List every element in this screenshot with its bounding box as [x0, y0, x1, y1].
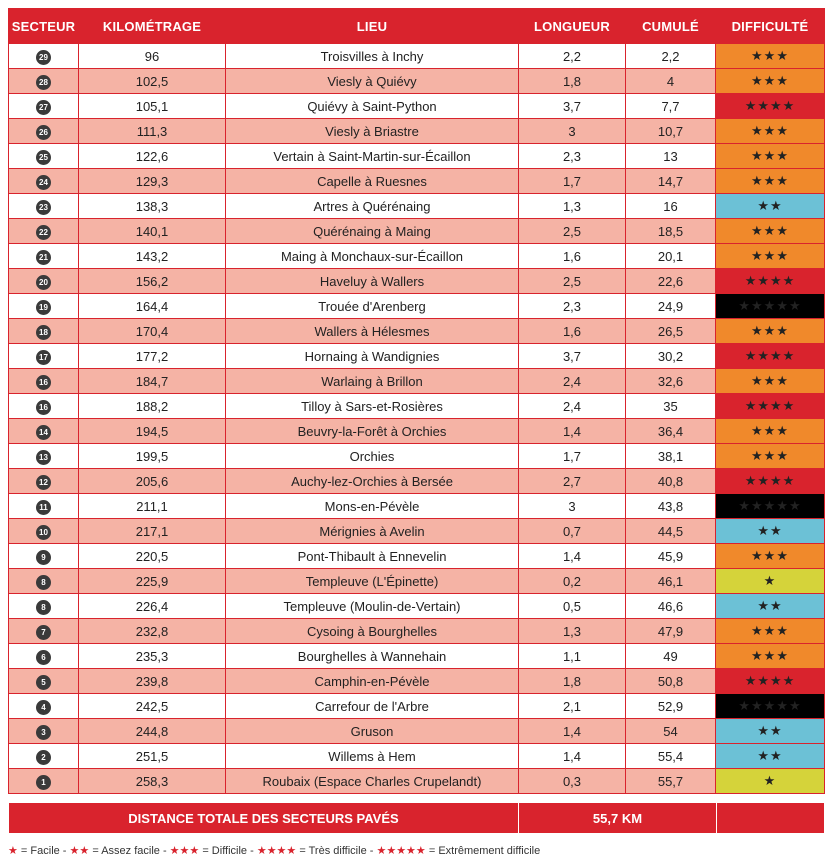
longueur-cell: 1,6: [519, 319, 626, 344]
cumule-cell: 46,1: [626, 569, 716, 594]
lieu-cell: Bourghelles à Wannehain: [226, 644, 519, 669]
sector-number-cell: [9, 294, 79, 319]
difficulty-stars: ★★★: [716, 544, 825, 569]
lieu-cell: Willems à Hem: [226, 744, 519, 769]
legend-text: = Difficile -: [199, 845, 257, 857]
table-row: [9, 594, 825, 619]
kilometrage-cell: 251,5: [79, 744, 226, 769]
longueur-cell: 1,1: [519, 644, 626, 669]
kilometrage-cell: 170,4: [79, 319, 226, 344]
table-row: [9, 744, 825, 769]
sector-number-cell: [9, 644, 79, 669]
legend-text: = Extrêmement difficile: [425, 845, 541, 857]
table-row: [9, 219, 825, 244]
table-row: [9, 569, 825, 594]
sector-number-badge: 29: [36, 50, 51, 65]
sector-number-badge: 26: [36, 125, 51, 140]
sector-number-cell: [9, 269, 79, 294]
longueur-cell: 2,3: [519, 144, 626, 169]
lieu-cell: Cysoing à Bourghelles: [226, 619, 519, 644]
lieu-cell: Quérénaing à Maing: [226, 219, 519, 244]
sector-number-cell: [9, 219, 79, 244]
table-row: [9, 419, 825, 444]
cumule-cell: 40,8: [626, 469, 716, 494]
table-row: [9, 544, 825, 569]
longueur-cell: 1,4: [519, 719, 626, 744]
difficulty-stars: ★★★: [716, 244, 825, 269]
header-difficulte: DIFFICULTÉ: [716, 9, 825, 44]
longueur-cell: 1,3: [519, 194, 626, 219]
kilometrage-cell: 232,8: [79, 619, 226, 644]
table-row: [9, 644, 825, 669]
lieu-cell: Camphin-en-Pévèle: [226, 669, 519, 694]
sectors-document: [8, 8, 824, 857]
difficulty-stars: ★★★: [716, 369, 825, 394]
cumule-cell: 26,5: [626, 319, 716, 344]
kilometrage-cell: 235,3: [79, 644, 226, 669]
longueur-cell: 2,2: [519, 44, 626, 69]
sector-number-cell: [9, 394, 79, 419]
longueur-cell: 2,5: [519, 219, 626, 244]
lieu-cell: Wallers à Hélesmes: [226, 319, 519, 344]
longueur-cell: 0,3: [519, 769, 626, 794]
sector-number-badge: 21: [36, 250, 51, 265]
longueur-cell: 1,7: [519, 444, 626, 469]
lieu-cell: Mérignies à Avelin: [226, 519, 519, 544]
cumule-cell: 32,6: [626, 369, 716, 394]
sector-number-cell: [9, 544, 79, 569]
kilometrage-cell: 129,3: [79, 169, 226, 194]
longueur-cell: 1,4: [519, 744, 626, 769]
sector-number-cell: [9, 44, 79, 69]
cumule-cell: 36,4: [626, 419, 716, 444]
legend-stars: ★★★★: [256, 845, 297, 857]
kilometrage-cell: 199,5: [79, 444, 226, 469]
kilometrage-cell: 138,3: [79, 194, 226, 219]
kilometrage-cell: 242,5: [79, 694, 226, 719]
longueur-cell: 1,3: [519, 619, 626, 644]
cumule-cell: 55,7: [626, 769, 716, 794]
longueur-cell: 1,4: [519, 544, 626, 569]
lieu-cell: Troisvilles à Inchy: [226, 44, 519, 69]
longueur-cell: 3: [519, 494, 626, 519]
sector-number-badge: 8: [36, 575, 51, 590]
kilometrage-cell: 111,3: [79, 119, 226, 144]
sector-number-cell: [9, 94, 79, 119]
cumule-cell: 55,4: [626, 744, 716, 769]
sector-number-badge: 22: [36, 225, 51, 240]
cumule-cell: 54: [626, 719, 716, 744]
kilometrage-cell: 164,4: [79, 294, 226, 319]
sector-number-cell: [9, 619, 79, 644]
table-row: [9, 694, 825, 719]
sector-number-cell: [9, 369, 79, 394]
kilometrage-cell: 122,6: [79, 144, 226, 169]
sector-number-badge: 7: [36, 625, 51, 640]
difficulty-stars: ★★★★: [716, 94, 825, 119]
lieu-cell: Quiévy à Saint-Python: [226, 94, 519, 119]
legend-text: = Facile -: [17, 845, 70, 857]
header-longueur: LONGUEUR: [519, 9, 626, 44]
longueur-cell: 2,4: [519, 394, 626, 419]
sector-number-badge: 11: [36, 500, 51, 515]
difficulty-stars: ★★★★: [716, 669, 825, 694]
difficulty-stars: ★★★: [716, 319, 825, 344]
sector-number-cell: [9, 594, 79, 619]
sector-number-badge: 23: [36, 200, 51, 215]
table-row: [9, 619, 825, 644]
kilometrage-cell: 105,1: [79, 94, 226, 119]
sector-number-badge: 13: [36, 450, 51, 465]
sector-number-badge: 9: [36, 550, 51, 565]
legend-text: = Très difficile -: [296, 845, 377, 857]
legend-stars: ★★★★★: [376, 845, 426, 857]
sector-number-badge: 20: [36, 275, 51, 290]
longueur-cell: 3,7: [519, 94, 626, 119]
difficulty-stars: ★★★: [716, 144, 825, 169]
sector-number-badge: 28: [36, 75, 51, 90]
difficulty-stars: ★★: [716, 519, 825, 544]
cumule-cell: 13: [626, 144, 716, 169]
difficulty-stars: ★: [716, 769, 825, 794]
lieu-cell: Viesly à Briastre: [226, 119, 519, 144]
total-row: [9, 803, 825, 834]
kilometrage-cell: 258,3: [79, 769, 226, 794]
table-row: [9, 144, 825, 169]
cumule-cell: 20,1: [626, 244, 716, 269]
longueur-cell: 2,3: [519, 294, 626, 319]
cumule-cell: 52,9: [626, 694, 716, 719]
longueur-cell: 1,8: [519, 69, 626, 94]
sector-number-cell: [9, 744, 79, 769]
cumule-cell: 38,1: [626, 444, 716, 469]
sector-number-badge: 18: [36, 325, 51, 340]
sector-number-badge: 10: [36, 525, 51, 540]
lieu-cell: Mons-en-Pévèle: [226, 494, 519, 519]
difficulty-stars: ★★★★★: [716, 694, 825, 719]
difficulty-stars: ★★★★: [716, 344, 825, 369]
legend: [8, 844, 824, 857]
table-row: [9, 194, 825, 219]
table-row: [9, 169, 825, 194]
lieu-cell: Trouée d'Arenberg: [226, 294, 519, 319]
difficulty-stars: ★★★: [716, 644, 825, 669]
table-body: [9, 44, 825, 794]
kilometrage-cell: 184,7: [79, 369, 226, 394]
difficulty-stars: ★★★★: [716, 394, 825, 419]
longueur-cell: 1,6: [519, 244, 626, 269]
table-row: [9, 344, 825, 369]
difficulty-stars: ★: [716, 569, 825, 594]
cumule-cell: 2,2: [626, 44, 716, 69]
legend-stars: ★★: [69, 845, 90, 857]
cumule-cell: 24,9: [626, 294, 716, 319]
legend-stars: ★★★: [169, 845, 200, 857]
sector-number-cell: [9, 169, 79, 194]
kilometrage-cell: 188,2: [79, 394, 226, 419]
longueur-cell: 0,2: [519, 569, 626, 594]
table-row: [9, 444, 825, 469]
longueur-cell: 2,1: [519, 694, 626, 719]
lieu-cell: Viesly à Quiévy: [226, 69, 519, 94]
difficulty-stars: ★★★: [716, 219, 825, 244]
lieu-cell: Warlaing à Brillon: [226, 369, 519, 394]
table-row: [9, 769, 825, 794]
sector-number-cell: [9, 419, 79, 444]
kilometrage-cell: 96: [79, 44, 226, 69]
kilometrage-cell: 211,1: [79, 494, 226, 519]
cumule-cell: 46,6: [626, 594, 716, 619]
header-cumule: CUMULÉ: [626, 9, 716, 44]
total-label: DISTANCE TOTALE DES SECTEURS PAVÉS: [9, 803, 519, 834]
longueur-cell: 1,7: [519, 169, 626, 194]
lieu-cell: Templeuve (L'Épinette): [226, 569, 519, 594]
kilometrage-cell: 156,2: [79, 269, 226, 294]
sector-number-badge: 25: [36, 150, 51, 165]
sector-number-cell: [9, 244, 79, 269]
kilometrage-cell: 244,8: [79, 719, 226, 744]
cumule-cell: 45,9: [626, 544, 716, 569]
longueur-cell: 0,5: [519, 594, 626, 619]
table-row: [9, 269, 825, 294]
legend-stars: ★: [8, 845, 18, 857]
kilometrage-cell: 220,5: [79, 544, 226, 569]
difficulty-stars: ★★: [716, 594, 825, 619]
lieu-cell: Maing à Monchaux-sur-Écaillon: [226, 244, 519, 269]
difficulty-stars: ★★★★: [716, 469, 825, 494]
table-row: [9, 669, 825, 694]
lieu-cell: Hornaing à Wandignies: [226, 344, 519, 369]
kilometrage-cell: 177,2: [79, 344, 226, 369]
longueur-cell: 2,4: [519, 369, 626, 394]
lieu-cell: Capelle à Ruesnes: [226, 169, 519, 194]
lieu-cell: Carrefour de l'Arbre: [226, 694, 519, 719]
cumule-cell: 43,8: [626, 494, 716, 519]
sector-number-cell: [9, 444, 79, 469]
header-lieu: LIEU: [226, 9, 519, 44]
total-empty: [717, 803, 825, 834]
difficulty-stars: ★★: [716, 194, 825, 219]
sector-number-badge: 19: [36, 300, 51, 315]
difficulty-stars: ★★★★: [716, 269, 825, 294]
kilometrage-cell: 194,5: [79, 419, 226, 444]
kilometrage-cell: 217,1: [79, 519, 226, 544]
sector-number-badge: 3: [36, 725, 51, 740]
difficulty-stars: ★★★: [716, 44, 825, 69]
cumule-cell: 49: [626, 644, 716, 669]
sector-number-badge: 12: [36, 475, 51, 490]
sector-number-badge: 2: [36, 750, 51, 765]
sector-number-badge: 8: [36, 600, 51, 615]
table-row: [9, 519, 825, 544]
kilometrage-cell: 102,5: [79, 69, 226, 94]
kilometrage-cell: 140,1: [79, 219, 226, 244]
longueur-cell: 0,7: [519, 519, 626, 544]
lieu-cell: Gruson: [226, 719, 519, 744]
sector-number-cell: [9, 519, 79, 544]
table-row: [9, 394, 825, 419]
cumule-cell: 14,7: [626, 169, 716, 194]
lieu-cell: Auchy-lez-Orchies à Bersée: [226, 469, 519, 494]
sector-number-cell: [9, 319, 79, 344]
difficulty-stars: ★★: [716, 744, 825, 769]
longueur-cell: 2,5: [519, 269, 626, 294]
lieu-cell: Tilloy à Sars-et-Rosières: [226, 394, 519, 419]
cumule-cell: 30,2: [626, 344, 716, 369]
lieu-cell: Beuvry-la-Forêt à Orchies: [226, 419, 519, 444]
cumule-cell: 50,8: [626, 669, 716, 694]
lieu-cell: Orchies: [226, 444, 519, 469]
table-row: [9, 494, 825, 519]
sector-number-cell: [9, 494, 79, 519]
kilometrage-cell: 226,4: [79, 594, 226, 619]
sector-number-cell: [9, 669, 79, 694]
table-row: [9, 244, 825, 269]
sector-number-cell: [9, 469, 79, 494]
difficulty-stars: ★★★: [716, 69, 825, 94]
sector-number-cell: [9, 144, 79, 169]
lieu-cell: Templeuve (Moulin-de-Vertain): [226, 594, 519, 619]
lieu-cell: Haveluy à Wallers: [226, 269, 519, 294]
longueur-cell: 3,7: [519, 344, 626, 369]
longueur-cell: 1,8: [519, 669, 626, 694]
sector-number-cell: [9, 69, 79, 94]
lieu-cell: Roubaix (Espace Charles Crupelandt): [226, 769, 519, 794]
kilometrage-cell: 143,2: [79, 244, 226, 269]
header-secteur: SECTEUR: [9, 9, 79, 44]
sector-number-badge: 6: [36, 650, 51, 665]
total-table: [8, 802, 825, 834]
sector-number-cell: [9, 769, 79, 794]
table-row: [9, 319, 825, 344]
sector-number-badge: 14: [36, 425, 51, 440]
total-value: 55,7 KM: [519, 803, 717, 834]
sector-number-cell: [9, 119, 79, 144]
table-row: [9, 294, 825, 319]
sector-number-badge: 5: [36, 675, 51, 690]
table-row: [9, 44, 825, 69]
table-row: [9, 719, 825, 744]
lieu-cell: Pont-Thibault à Ennevelin: [226, 544, 519, 569]
cumule-cell: 18,5: [626, 219, 716, 244]
sector-number-badge: 16: [36, 375, 51, 390]
sector-number-badge: 16: [36, 400, 51, 415]
sector-number-badge: 4: [36, 700, 51, 715]
cumule-cell: 4: [626, 69, 716, 94]
difficulty-stars: ★★★: [716, 444, 825, 469]
difficulty-stars: ★★★★★: [716, 294, 825, 319]
sector-number-cell: [9, 694, 79, 719]
longueur-cell: 3: [519, 119, 626, 144]
table-row: [9, 119, 825, 144]
cumule-cell: 44,5: [626, 519, 716, 544]
cumule-cell: 22,6: [626, 269, 716, 294]
table-row: [9, 94, 825, 119]
sectors-table: [8, 8, 825, 794]
sector-number-cell: [9, 569, 79, 594]
difficulty-stars: ★★: [716, 719, 825, 744]
cumule-cell: 16: [626, 194, 716, 219]
longueur-cell: 2,7: [519, 469, 626, 494]
cumule-cell: 47,9: [626, 619, 716, 644]
cumule-cell: 10,7: [626, 119, 716, 144]
sector-number-cell: [9, 719, 79, 744]
difficulty-stars: ★★★: [716, 619, 825, 644]
sector-number-badge: 24: [36, 175, 51, 190]
difficulty-stars: ★★★: [716, 169, 825, 194]
header-kilometrage: KILOMÉTRAGE: [79, 9, 226, 44]
lieu-cell: Artres à Quérénaing: [226, 194, 519, 219]
difficulty-stars: ★★★: [716, 119, 825, 144]
kilometrage-cell: 205,6: [79, 469, 226, 494]
cumule-cell: 7,7: [626, 94, 716, 119]
table-row: [9, 369, 825, 394]
longueur-cell: 1,4: [519, 419, 626, 444]
table-row: [9, 469, 825, 494]
legend-text: = Assez facile -: [89, 845, 170, 857]
sector-number-cell: [9, 344, 79, 369]
sector-number-badge: 1: [36, 775, 51, 790]
sector-number-badge: 27: [36, 100, 51, 115]
kilometrage-cell: 225,9: [79, 569, 226, 594]
kilometrage-cell: 239,8: [79, 669, 226, 694]
table-header-row: [9, 9, 825, 44]
difficulty-stars: ★★★★★: [716, 494, 825, 519]
lieu-cell: Vertain à Saint-Martin-sur-Écaillon: [226, 144, 519, 169]
table-row: [9, 69, 825, 94]
difficulty-stars: ★★★: [716, 419, 825, 444]
sector-number-badge: 17: [36, 350, 51, 365]
cumule-cell: 35: [626, 394, 716, 419]
sector-number-cell: [9, 194, 79, 219]
